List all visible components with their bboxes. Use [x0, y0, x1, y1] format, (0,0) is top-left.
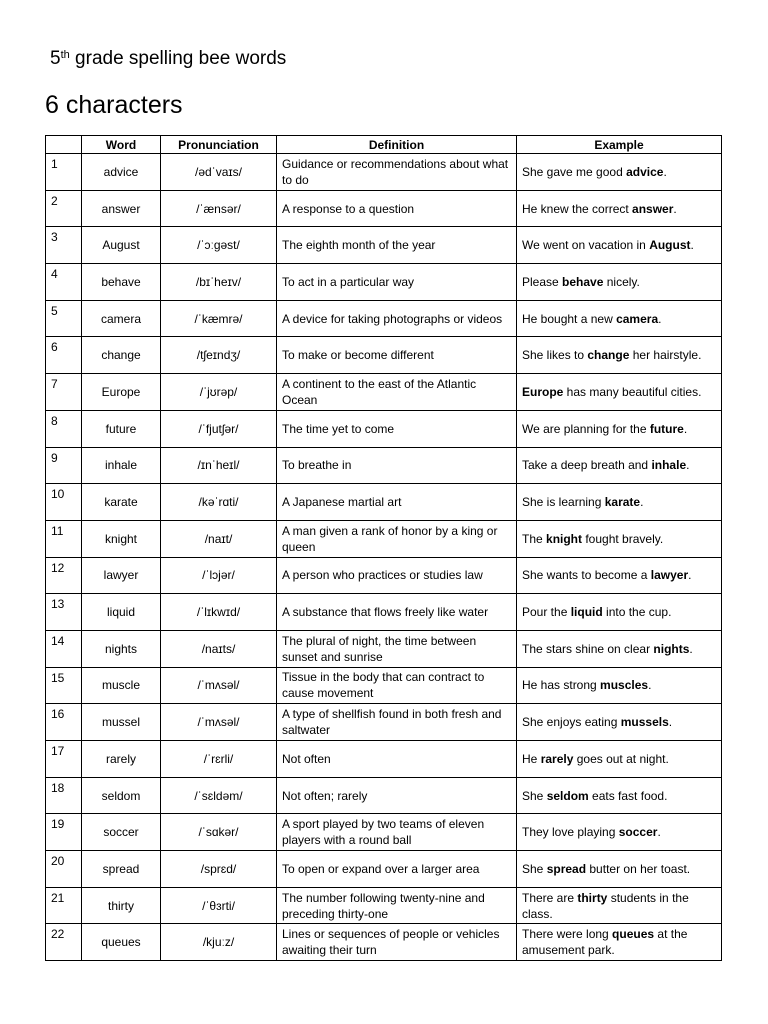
definition-cell: To make or become different — [277, 337, 517, 374]
example-text-after: . — [657, 825, 661, 840]
pronunciation-cell: /ˈlɪkwɪd/ — [161, 594, 277, 631]
example-cell — [517, 337, 722, 374]
definition-cell: The eighth month of the year — [277, 227, 517, 264]
example-bold-word: rarely — [540, 751, 574, 766]
table-row — [46, 557, 722, 594]
example-text-after: . — [640, 495, 644, 510]
row-number: 10 — [46, 484, 82, 521]
example-text-before: There are — [522, 890, 578, 905]
word-cell: Europe — [82, 374, 161, 411]
pronunciation-cell: /ˈlɔjər/ — [161, 557, 277, 594]
row-number: 1 — [46, 154, 82, 191]
example-bold-word: inhale — [651, 458, 687, 473]
example-bold-word: change — [587, 348, 630, 363]
example-cell — [517, 520, 722, 557]
row-number: 22 — [46, 924, 82, 961]
example-cell — [517, 777, 722, 814]
row-number: 7 — [46, 374, 82, 411]
example-text-after: . — [648, 678, 652, 693]
example-text-after: . — [668, 715, 673, 730]
example-cell — [517, 630, 722, 667]
pronunciation-cell: /ɪnˈheɪl/ — [161, 447, 277, 484]
word-cell: seldom — [82, 777, 161, 814]
pronunciation-cell: /ˈfjutʃər/ — [161, 410, 277, 447]
row-number: 9 — [46, 447, 82, 484]
table-row — [46, 374, 722, 411]
row-number: 13 — [46, 594, 82, 631]
example-text-before: She wants to become a — [522, 568, 651, 583]
pronunciation-cell: /ˈmʌsəl/ — [161, 704, 277, 741]
definition-cell: A person who practices or studies law — [277, 557, 517, 594]
row-number: 8 — [46, 410, 82, 447]
example-bold-word: lawyer — [650, 568, 689, 583]
word-cell: advice — [82, 154, 161, 191]
pronunciation-cell: /ˈænsər/ — [161, 190, 277, 227]
header-word: Word — [82, 136, 161, 154]
definition-cell: The time yet to come — [277, 410, 517, 447]
example-cell — [517, 154, 722, 191]
example-bold-word: camera — [616, 311, 659, 326]
example-text-before: The — [522, 531, 547, 546]
page-subtitle — [50, 46, 286, 72]
word-cell: muscle — [82, 667, 161, 704]
example-text-before: She likes to — [522, 348, 588, 363]
example-text-before: She is learning — [522, 495, 605, 510]
example-text-after: . — [690, 238, 694, 253]
page-heading: 6 characters — [45, 91, 183, 119]
table-row — [46, 154, 722, 191]
pronunciation-cell: /ˈjʊrəp/ — [161, 374, 277, 411]
table-row — [46, 190, 722, 227]
row-number: 11 — [46, 520, 82, 557]
example-text-after: into the cup. — [602, 605, 672, 620]
table-row — [46, 447, 722, 484]
table-row — [46, 777, 722, 814]
example-text-after: goes out at night. — [573, 751, 669, 766]
example-text-before: He — [522, 751, 541, 766]
example-cell — [517, 741, 722, 778]
row-number: 21 — [46, 887, 82, 924]
row-number: 14 — [46, 630, 82, 667]
word-cell: karate — [82, 484, 161, 521]
example-cell — [517, 704, 722, 741]
pronunciation-cell: /naɪts/ — [161, 630, 277, 667]
example-cell — [517, 887, 722, 924]
definition-cell: The number following twenty-nine and preceding thirty-one — [277, 887, 517, 924]
example-text-after: . — [673, 201, 677, 216]
example-bold-word: karate — [604, 495, 641, 510]
example-bold-word: Europe — [522, 384, 564, 399]
table-row — [46, 667, 722, 704]
table-row — [46, 484, 722, 521]
definition-cell: To act in a particular way — [277, 264, 517, 301]
example-cell — [517, 851, 722, 888]
example-bold-word: soccer — [618, 825, 658, 840]
example-text-before: She — [522, 788, 547, 803]
example-cell — [517, 190, 722, 227]
table-row — [46, 227, 722, 264]
table-row — [46, 851, 722, 888]
example-cell — [517, 557, 722, 594]
example-bold-word: advice — [626, 164, 664, 179]
pronunciation-cell: /ˈrɛrli/ — [161, 741, 277, 778]
example-text-before: The stars shine on clear — [522, 641, 654, 656]
example-cell — [517, 264, 722, 301]
row-number: 3 — [46, 227, 82, 264]
example-text-after: . — [663, 164, 667, 179]
subtitle-text: grade spelling bee words — [69, 48, 287, 69]
example-text-before: Take a deep breath and — [522, 458, 652, 473]
example-text-after: . — [689, 641, 693, 656]
example-bold-word: behave — [562, 274, 604, 289]
definition-cell: A device for taking photographs or videos — [277, 300, 517, 337]
definition-cell: Lines or sequences of people or vehicles awaiting their turn — [277, 924, 517, 961]
pronunciation-cell: /naɪt/ — [161, 520, 277, 557]
word-cell: lawyer — [82, 557, 161, 594]
table-row — [46, 410, 722, 447]
example-cell — [517, 410, 722, 447]
row-number: 19 — [46, 814, 82, 851]
row-number: 18 — [46, 777, 82, 814]
pronunciation-cell: /tʃeɪndʒ/ — [161, 337, 277, 374]
example-bold-word: mussels — [620, 715, 669, 730]
table-row — [46, 630, 722, 667]
example-text-after: . — [658, 311, 662, 326]
example-text-after: . — [683, 421, 688, 436]
definition-cell: The plural of night, the time between sunset and sunrise — [277, 630, 517, 667]
row-number: 6 — [46, 337, 82, 374]
word-cell: liquid — [82, 594, 161, 631]
pronunciation-cell: /sprɛd/ — [161, 851, 277, 888]
example-bold-word: nights — [653, 641, 690, 656]
example-bold-word: seldom — [546, 788, 589, 803]
header-example: Example — [517, 136, 722, 154]
table-row — [46, 704, 722, 741]
example-bold-word: spread — [546, 861, 587, 876]
example-text-before: He bought a new — [522, 311, 617, 326]
example-bold-word: queues — [612, 927, 655, 942]
word-cell: answer — [82, 190, 161, 227]
definition-cell: To open or expand over a larger area — [277, 851, 517, 888]
row-number: 5 — [46, 300, 82, 337]
example-text-after: fought bravely. — [582, 531, 664, 546]
example-cell — [517, 667, 722, 704]
pronunciation-cell: /ˈkæmrə/ — [161, 300, 277, 337]
subtitle-superscript: th — [60, 49, 70, 61]
example-cell — [517, 300, 722, 337]
row-number: 2 — [46, 190, 82, 227]
word-cell: inhale — [82, 447, 161, 484]
row-number: 20 — [46, 851, 82, 888]
pronunciation-cell: /bɪˈheɪv/ — [161, 264, 277, 301]
word-cell: mussel — [82, 704, 161, 741]
word-cell: behave — [82, 264, 161, 301]
table-row — [46, 520, 722, 557]
example-text-before: He knew the correct — [522, 201, 633, 216]
table-row — [46, 337, 722, 374]
word-cell: rarely — [82, 741, 161, 778]
definition-cell: A sport played by two teams of eleven players with a round ball — [277, 814, 517, 851]
definition-cell: Tissue in the body that can contract to cause movement — [277, 667, 517, 704]
example-text-after: at the amusement park. — [522, 927, 688, 958]
word-cell: knight — [82, 520, 161, 557]
example-cell — [517, 447, 722, 484]
definition-cell: A man given a rank of honor by a king or queen — [277, 520, 517, 557]
definition-cell: Guidance or recommendations about what to do — [277, 154, 517, 191]
definition-cell: A Japanese martial art — [277, 484, 517, 521]
example-bold-word: muscles — [600, 678, 649, 693]
example-text-after: eats fast food. — [588, 788, 668, 803]
definition-cell: Not often; rarely — [277, 777, 517, 814]
pronunciation-cell: /ˈsɛldəm/ — [161, 777, 277, 814]
example-text-after: . — [688, 568, 692, 583]
word-cell: nights — [82, 630, 161, 667]
example-text-before: We are planning for the — [522, 421, 650, 436]
example-cell — [517, 374, 722, 411]
word-cell: queues — [82, 924, 161, 961]
table-header-row — [46, 136, 722, 154]
table-row — [46, 594, 722, 631]
table-row — [46, 741, 722, 778]
row-number: 4 — [46, 264, 82, 301]
example-bold-word: liquid — [570, 605, 603, 620]
example-bold-word: answer — [632, 201, 674, 216]
pronunciation-cell: /ədˈvaɪs/ — [161, 154, 277, 191]
table-row — [46, 814, 722, 851]
word-cell: future — [82, 410, 161, 447]
example-text-before: She — [522, 861, 547, 876]
example-text-after: butter on her toast. — [586, 861, 691, 876]
example-text-after: students in the class. — [522, 890, 689, 921]
example-cell — [517, 924, 722, 961]
pronunciation-cell: /ˈθɜrti/ — [161, 887, 277, 924]
definition-cell: A continent to the east of the Atlantic Ocean — [277, 374, 517, 411]
table-row — [46, 887, 722, 924]
example-text-before: He has strong — [522, 678, 601, 693]
table-row — [46, 300, 722, 337]
definition-cell: Not often — [277, 741, 517, 778]
header-pronunciation: Pronunciation — [161, 136, 277, 154]
definition-cell: To breathe in — [277, 447, 517, 484]
word-cell: thirty — [82, 887, 161, 924]
example-bold-word: thirty — [577, 890, 608, 905]
example-text-before: Please — [522, 274, 563, 289]
example-bold-word: future — [649, 421, 684, 436]
example-cell — [517, 484, 722, 521]
subtitle-grade-number: 5 — [50, 48, 61, 69]
definition-cell: A response to a question — [277, 190, 517, 227]
example-text-after: has many beautiful cities. — [563, 384, 702, 399]
row-number: 12 — [46, 557, 82, 594]
example-bold-word: knight — [546, 531, 583, 546]
example-text-before: There were long — [522, 927, 613, 942]
word-cell: camera — [82, 300, 161, 337]
example-text-before: Pour the — [522, 605, 571, 620]
example-text-before: She enjoys eating — [522, 715, 621, 730]
row-number: 15 — [46, 667, 82, 704]
definition-cell: A substance that flows freely like water — [277, 594, 517, 631]
word-cell: soccer — [82, 814, 161, 851]
word-cell: change — [82, 337, 161, 374]
header-number — [46, 136, 82, 154]
row-number: 16 — [46, 704, 82, 741]
header-definition: Definition — [277, 136, 517, 154]
example-text-before: She gave me good — [522, 164, 627, 179]
table-row — [46, 264, 722, 301]
pronunciation-cell: /ˈmʌsəl/ — [161, 667, 277, 704]
example-cell — [517, 814, 722, 851]
example-text-before: They love playing — [522, 825, 619, 840]
pronunciation-cell: /ˈsɑkər/ — [161, 814, 277, 851]
table-row — [46, 924, 722, 961]
example-cell — [517, 227, 722, 264]
pronunciation-cell: /kəˈrɑti/ — [161, 484, 277, 521]
definition-cell: A type of shellfish found in both fresh and saltwater — [277, 704, 517, 741]
pronunciation-cell: /kjuːz/ — [161, 924, 277, 961]
word-cell: August — [82, 227, 161, 264]
example-cell — [517, 594, 722, 631]
example-text-after: her hairstyle. — [629, 348, 702, 363]
row-number: 17 — [46, 741, 82, 778]
word-cell: spread — [82, 851, 161, 888]
example-text-after: nicely. — [603, 274, 640, 289]
spelling-words-table — [45, 135, 722, 961]
pronunciation-cell: /ˈɔːgəst/ — [161, 227, 277, 264]
example-text-after: . — [686, 458, 690, 473]
example-bold-word: August — [649, 238, 691, 253]
example-text-before: We went on vacation in — [522, 238, 650, 253]
